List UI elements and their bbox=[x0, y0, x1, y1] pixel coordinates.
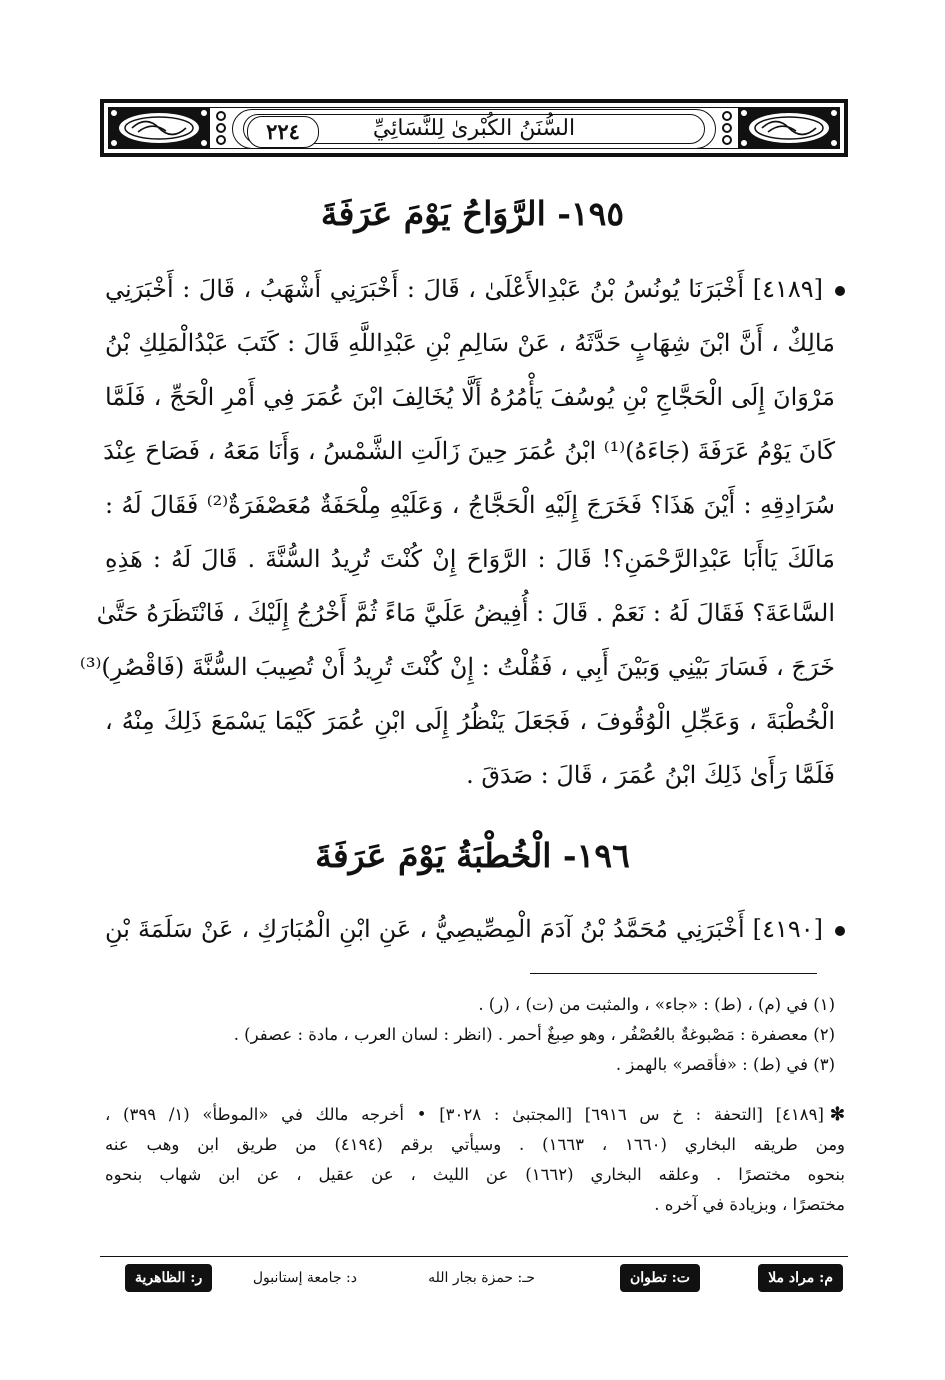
manuscript-label-h: حـ: حمزة بجار الله bbox=[428, 1270, 535, 1286]
takhrij-notes bbox=[105, 1100, 845, 1220]
footnote: (٢) معصفرة : مَصْبوغةٌ بالعُصْفُر ، وهو صِبغٌ أحمر . (انظر : لسان العرب ، مادة : عصفر) . bbox=[233, 1025, 835, 1044]
book-title: السُّنَنُ الكُبْرىٰ لِلنَّسَائِيِّ bbox=[372, 116, 576, 141]
chain-ornament-icon bbox=[720, 111, 734, 145]
hadith-line: مَالِكٌ ، أَنَّ ابْنَ شِهَابٍ حَدَّثَهُ ، عَنْ سَالِمِ بْنِ عَبْدِاللَّهِ قَالَ : كَتَبَ عَبْدُالْمَلِكِ بْنُ bbox=[105, 329, 835, 357]
chapter-heading: ١٩٦- الْخُطْبَةُ يَوْمَ عَرَفَةَ bbox=[315, 836, 630, 875]
page-number: ٢٢٤ bbox=[247, 116, 319, 148]
asterisk-icon: ✻ bbox=[829, 1104, 845, 1125]
hadith-line: كَانَ يَوْمُ عَرَفَةَ (جَاءَهُ)⁽¹⁾ ابْنُ عُمَرَ حِينَ زَالَتِ الشَّمْسُ ، وَأَنَا مَعَهُ ، فَصَاحَ عِنْدَ bbox=[103, 437, 835, 465]
arabesque-ornament-icon bbox=[108, 107, 210, 149]
chain-ornament-icon bbox=[214, 111, 228, 145]
hadith-line: فَلَمَّا رَأَىٰ ذَلِكَ ابْنُ عُمَرَ ، قَالَ : صَدَقَ . bbox=[466, 761, 835, 789]
hadith-4189 bbox=[105, 262, 845, 316]
takhrij-line: بنحوه مختصرًا . وعلقه البخاري (١٦٦٢) عن الليث ، عن عقيل ، عن ابن شهاب بنحوه bbox=[105, 1165, 845, 1184]
hadith-line: سُرَادِقِهِ : أَيْنَ هَذَا؟ فَخَرَجَ إِلَيْهِ الْحَجَّاجُ ، وَعَلَيْهِ مِلْحَفَةٌ مُعَصْفَرَةٌ⁽²⁾ فَقَالَ لَهُ : bbox=[105, 491, 835, 519]
footnotes bbox=[105, 990, 835, 1080]
hadith-line: السَّاعَةَ؟ فَقَالَ لَهُ : نَعَمْ . قَالَ : أُفِيضُ عَلَيَّ مَاءً ثُمَّ أَخْرُجُ إِلَيْكَ ، فَانْتَظَرَهُ حَتَّىٰ bbox=[96, 599, 835, 627]
footnote: (١) في (م) ، (ط) : «جاء» ، والمثبت من (ت) ، (ر) . bbox=[478, 995, 835, 1014]
running-header bbox=[100, 99, 848, 157]
takhrij-line: ومن طريقه البخاري (١٦٦٠ ، ١٦٦٣) . وسيأتي برقم (٤١٩٤) من طريق ابن وهب عنه bbox=[105, 1135, 845, 1154]
hadith-line: [٤١٩٠] أَخْبَرَنِي مُحَمَّدُ بْنُ آدَمَ الْمِصِّيصِيُّ ، عَنِ ابْنِ الْمُبَارَكِ ، عَنْ سَلَمَةَ بْنِ bbox=[105, 902, 845, 956]
manuscript-badge-m: م: مراد ملا bbox=[758, 1264, 843, 1292]
bullet-icon bbox=[835, 926, 845, 936]
footnote-separator bbox=[530, 973, 817, 974]
header-cartouche bbox=[232, 109, 716, 149]
takhrij-line: مختصرًا ، وبزيادة في آخره . bbox=[654, 1195, 845, 1214]
hadith-line: [٤١٨٩] أَخْبَرَنَا يُونُسُ بْنُ عَبْدِالأَعْلَىٰ ، قَالَ : أَخْبَرَنِي أَشْهَبُ ، قَالَ : أَخْبَرَنِي bbox=[105, 262, 845, 316]
takhrij-line: ✻[٤١٨٩] [التحفة : خ س ٦٩١٦] [المجتبىٰ : ٣٠٢٨] • أخرجه مالك في «الموطأ» (١/ ٣٩٩) ، bbox=[105, 1104, 845, 1125]
manuscript-label-d: د: جامعة إستانبول bbox=[252, 1270, 357, 1286]
hadith-line: مَالَكَ يَاأَبَا عَبْدِالرَّحْمَنِ؟! قَالَ : الرَّوَاحَ إِنْ كُنْتَ تُرِيدُ السُّنَّةَ . قَالَ لَهُ : هَذِهِ bbox=[105, 545, 835, 573]
manuscript-badge-t: ت: تطوان bbox=[620, 1264, 700, 1292]
hadith-line: الْخُطْبَةَ ، وَعَجِّلِ الْوُقُوفَ ، فَجَعَلَ يَنْظُرُ إِلَى ابْنِ عُمَرَ كَيْمَا يَسْمَعَ ذَلِكَ مِنْهُ ، bbox=[105, 707, 835, 735]
bottom-separator bbox=[100, 1256, 848, 1257]
hadith-4190 bbox=[105, 902, 845, 956]
arabesque-ornament-icon bbox=[738, 107, 840, 149]
footnote: (٣) في (ط) : «فأقصر» بالهمز . bbox=[615, 1055, 835, 1074]
hadith-4189-body bbox=[79, 316, 835, 802]
chapter-heading: ١٩٥- الرَّوَاحُ يَوْمَ عَرَفَةَ bbox=[320, 194, 625, 233]
hadith-line: مَرْوَانَ إِلَى الْحَجَّاجِ بْنِ يُوسُفَ يَأْمُرُهُ أَلَّا يُخَالِفَ ابْنَ عُمَرَ فِي أَمْرِ الْحَجِّ ، فَلَمَّا bbox=[105, 383, 835, 411]
bullet-icon bbox=[835, 286, 845, 296]
manuscript-badge-r: ر: الظاهرية bbox=[125, 1264, 212, 1292]
hadith-line: خَرَجَ ، فَسَارَ بَيْنِي وَبَيْنَ أَبِي ، فَقُلْتُ : إِنْ كُنْتَ تُرِيدُ أَنْ تُصِيبَ السُّنَّةَ (فَاقْصُرِ)⁽³⁾ bbox=[79, 653, 835, 681]
